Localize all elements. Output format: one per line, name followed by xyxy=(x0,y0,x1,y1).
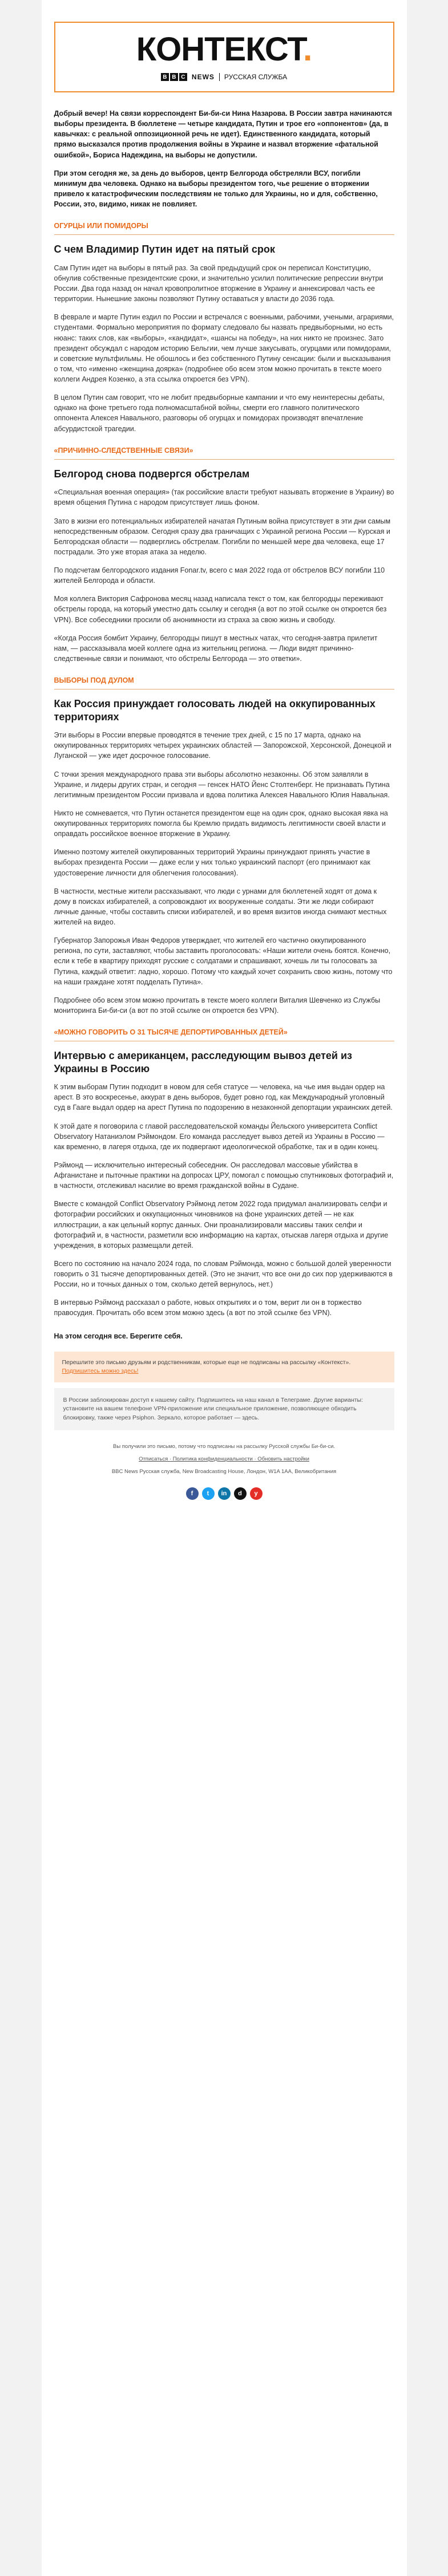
tiktok-icon[interactable]: d xyxy=(234,1487,247,1500)
article-paragraph: Именно поэтому жителей оккупированных территорий Украины принуждают принять участие в выборах президента России — даже если у них только украинский паспорт (его принимают как удостоверение личности для облегчения голосования). xyxy=(54,848,370,877)
forward-box xyxy=(54,1352,394,1382)
newsletter xyxy=(42,0,407,2576)
article-paragraph: Рэймонд — исключительно интересный собеседник. Он расследовал массовые убийства в Афганистане и пыточные практики на допросах ЦРУ, помогал с помощью спутниковых фотографий и, в частности, отслеживал насилие во время гражданской войны в Судане. xyxy=(54,1161,394,1190)
facebook-icon[interactable]: f xyxy=(186,1487,199,1500)
section-label: ВЫБОРЫ ПОД ДУЛОМ xyxy=(54,675,394,689)
article-paragraph: «Специальная военная операция» (так российские власти требуют называть вторжение в Украину) во время общения Путина с народом присутствует лишь фоном. xyxy=(54,488,394,507)
article-paragraph: Вместе с командой Conflict Observatory Рэймонд летом 2022 года придумал анализировать селфи и фотографии российских и оккупационных чиновников на фоне украинских детей — не как иллюстрации, а как цельный корпус данных. Они проанализировали массивы таких селфи и фотографий и, в частности, разметили всю информацию на картах, отыскав лагеря отдыха и другие учреждения, в которых размещали детей. xyxy=(54,1200,389,1250)
article-paragraph: К этим выборам Путин подходит в новом для себя статусе — человека, на чье имя выдан ордер на арест. В это воскресенье, аккурат в день выборов, будет ровно год, как Международный уголовный суд в Гааге выдал ордер на арест Путина по подозрению в незаконной депортации украинских детей. xyxy=(54,1083,393,1112)
article-paragraph: Губернатор Запорожья Иван Федоров утверждает, что жителей его частично оккупированного региона, по сути, заставляют, чтобы заставить проголосовать: «Наши жители очень боятся. Конечно, если к тебе в квартиру приходят русские с солдатами и спрашивают, хочешь ли ты голосовать за Путина, каждый ответит: ладно, хорошо. Потому что каждый хочет сохранить свою жизнь, потому что на наши граждане хотят подделать Путина». xyxy=(54,936,393,986)
article-paragraph: Всего по состоянию на начало 2024 года, по словам Рэймонда, можно с большой долей уверенности говорить о 31 тысяче депортированных детей. (Это не значит, что все они до сих пор удерживаются в России, но и точных данных о том, сколько детей вернулось, нет.) xyxy=(54,1259,393,1289)
article-paragraph: Подробнее обо всем этом можно прочитать в тексте моего коллеги Виталия Шевченко из Службы мониторинга Би-би-си (а вот по этой ссылке он откроется без VPN). xyxy=(54,996,381,1015)
article-paragraph: В целом Путин сам говорит, что не любит предвыборные кампании и что ему неинтересны дебаты, однако на фоне третьего года полномасштабной войны, смерти его главного политического оппонента Алексея Навального, разговоры об огурцах и помидорах производят впечатление абсурдистской трагедии. xyxy=(54,394,385,433)
logo: КОНТЕКСТ. xyxy=(136,31,312,68)
article-section xyxy=(54,675,394,1016)
article-section xyxy=(54,221,394,434)
social-links xyxy=(54,1482,394,1517)
divider xyxy=(219,73,220,81)
article-paragraph: «Когда Россия бомбит Украину, белгородцы пишут в местных чатах, что сегодня-завтра прилетит нам, — рассказывала моей коллеге одна из жительниц региона. — Люди видят причинно-следственные связи и понимают, что обстрелы Белгорода — это ответки». xyxy=(54,634,378,663)
bbc-branding xyxy=(161,73,287,81)
subscribe-link[interactable]: Подпишитесь можно здесь! xyxy=(62,1367,139,1374)
news-label: NEWS xyxy=(191,73,215,81)
address: BBC News Русская служба, New Broadcasting House, Лондон, W1A 1AA, Великобритания xyxy=(111,1468,337,1475)
header xyxy=(42,0,407,104)
article-paragraph: В частности, местные жители рассказывают, что люди с урнами для бюллетеней ходят от дома к дому в поисках избирателей, а сопровождают их вооруженные солдаты. Эти же люди собирают личные данные, чтобы составить списки избирателей, и во время визитов иногда снимают местных жителей на видео. xyxy=(54,887,387,926)
article-paragraph: По подсчетам белгородского издания Fonar.tv, всего с мая 2022 года от обстрелов ВСУ погибли 110 жителей Белгорода и области. xyxy=(54,566,385,585)
article-paragraph: Никто не сомневается, что Путин останется президентом еще на один срок, однако высокая явка на оккупированных территориях помогла бы Кремлю придать видимость легитимности своей власти и оправдать российское военное вторжение в Украину. xyxy=(54,809,388,838)
legal xyxy=(54,1430,394,1482)
access-info: В России заблокирован доступ к нашему сайту. Подпишитесь на наш канал в Телеграме. Другие варианты: установите на вашем телефоне VPN-приложение или специальное приложение, позволяющее обходить блокировку, также через Psiphon. Зеркало, которое работает — здесь. xyxy=(54,1388,394,1430)
linkedin-icon[interactable]: in xyxy=(218,1487,231,1500)
article-paragraph: В феврале и марте Путин ездил по России и встречался с военными, рабочими, учеными, аграриями, студентами. Формально мероприятия по формату следовало бы назвать предвыборными, но есть нюанс: таких слов, как «выборы», «кандидат», «шансы на победу», на них никто не произнес. Зато президент обсуждал с народом историю Бельгии, чем лучше закусывать, огурцами или помидорами, и советские мультфильмы. Не обошлось и без собственного Путину сенсации: были и высказывания о том, что «именно «женщина доярка» (подробнее обо всем этом можно прочитать в тексте моего коллеги Андрея Козенко, а эта ссылка откроется без VPN). xyxy=(54,313,394,383)
content xyxy=(42,104,407,1528)
bbc-logo-icon: B B C xyxy=(161,73,187,81)
article-section xyxy=(54,1027,394,1319)
forward-text: Перешлите это письмо друзьям и родственникам, которые еще не подписаны на рассылку «Контекст». xyxy=(62,1358,351,1366)
twitter-icon[interactable]: t xyxy=(202,1487,215,1500)
article-title: С чем Владимир Путин идет на пятый срок xyxy=(54,244,275,255)
article-paragraph: Зато в жизни его потенциальных избирателей начатая Путиным война присутствует в эти дни самым непосредственным образом. Сегодня сразу два граничащих с Украиной региона России — Курская и Белгородская области — подверглись обстрелам. Погибли по меньшей мере два человека, еще 17 пострадали. Это уже вторая атака за неделю. xyxy=(54,517,391,556)
intro xyxy=(54,108,394,209)
article-title: Интервью с американцем, расследующим вывоз детей из Украины в Россию xyxy=(54,1050,353,1074)
article-paragraph: С точки зрения международного права эти выборы абсолютно незаконны. Об этом заявляли в Украине, и лидеры других стран, и сегодня — генсек НАТО Йенс Столтенберг. Не признавать Путина легитимным президентом России призвала и вдова политика Алексея Навального Юлия Навальная. xyxy=(54,770,390,799)
article-title: Как Россия принуждает голосовать людей на оккупированных территориях xyxy=(54,698,376,723)
end-note: На этом сегодня все. Берегите себя. xyxy=(54,1332,183,1340)
intro-paragraph: Добрый вечер! На связи корреспондент Би-би-си Нина Назарова. В России завтра начинаются выборы президента. В бюллетене — четыре кандидата, Путин и трое его «оппонентов» (да, в кавычках: с реальной оппозиционной речь не идет). Единственного кандидата, который прямо высказался против продолжения войны в Украине и назвал вторжение «фатальной ошибкой», Бориса Надеждина, на выборы не допустили. xyxy=(54,109,392,159)
section-label: «МОЖНО ГОВОРИТЬ О 31 ТЫСЯЧЕ ДЕПОРТИРОВАННЫХ ДЕТЕЙ» xyxy=(54,1027,394,1041)
intro-paragraph: При этом сегодня же, за день до выборов, центр Белгорода обстреляли ВСУ, погибли минимум два человека. Однако на выборы президентом того, чье решение о вторжении привело к катастрофическим последствиям не только для Украины, но и для, собственно, России, это, видимо, никак не повлияет. xyxy=(54,169,378,208)
section-label: ОГУРЦЫ ИЛИ ПОМИДОРЫ xyxy=(54,221,394,235)
article-paragraph: К этой дате я поговорила с главой расследовательской команды Йельского университета Conflict Observatory Натаниэлом Рэймондом. Его команда расследует вывоз детей из Украины в Россию — как временно, в лагеря отдыха, где их подвергают идеологической обработке, так и в один конец. xyxy=(54,1122,385,1151)
service-label: РУССКАЯ СЛУЖБА xyxy=(224,73,288,81)
article-paragraph: Моя коллега Виктория Сафронова месяц назад написала текст о том, как белгородцы переживают обстрелы города, на который уместно дать ссылку и сегодня (а вот по этой ссылке он откроется без VPN). Все собеседники просили об анонимности из страха за свою жизнь и свободу. xyxy=(54,595,387,624)
article-paragraph: В интервью Рэймонд рассказал о работе, новых открытиях и о том, верит ли он в торжество правосудия. Прочитать обо всем этом можно здесь (а вот по этой ссылке без VPN). xyxy=(54,1299,362,1317)
article-section xyxy=(54,445,394,664)
section-label: «ПРИЧИННО-СЛЕДСТВЕННЫЕ СВЯЗИ» xyxy=(54,445,394,460)
legal-text: Вы получили это письмо, потому что подписаны на рассылку Русской службы Би-би-си. xyxy=(112,1443,336,1450)
article-title: Белгород снова подвергся обстрелам xyxy=(54,468,250,480)
article-paragraph: Эти выборы в России впервые проводятся в течение трех дней, с 15 по 17 марта, однако на оккупированных территориях четырех украинских областей — Запорожской, Херсонской, Донецкой и Луганской — уже идет досрочное голосование. xyxy=(54,731,392,760)
legal-links[interactable]: Отписаться · Политика конфиденциальности · Обновить настройки xyxy=(139,1455,309,1462)
youtube-icon[interactable]: y xyxy=(250,1487,263,1500)
logo-box xyxy=(54,22,394,92)
article-paragraph: Сам Путин идет на выборы в пятый раз. За свой предыдущий срок он переписал Конституцию, обнулив собственные президентские сроки, и значительно усилил политические репрессии внутри России. Два года назад он начал кровопролитное вторжение в Украину и аннексировал часть ее территории. Нынешние законы позволяют Путину оставаться у власти до 2036 года. xyxy=(54,263,384,303)
